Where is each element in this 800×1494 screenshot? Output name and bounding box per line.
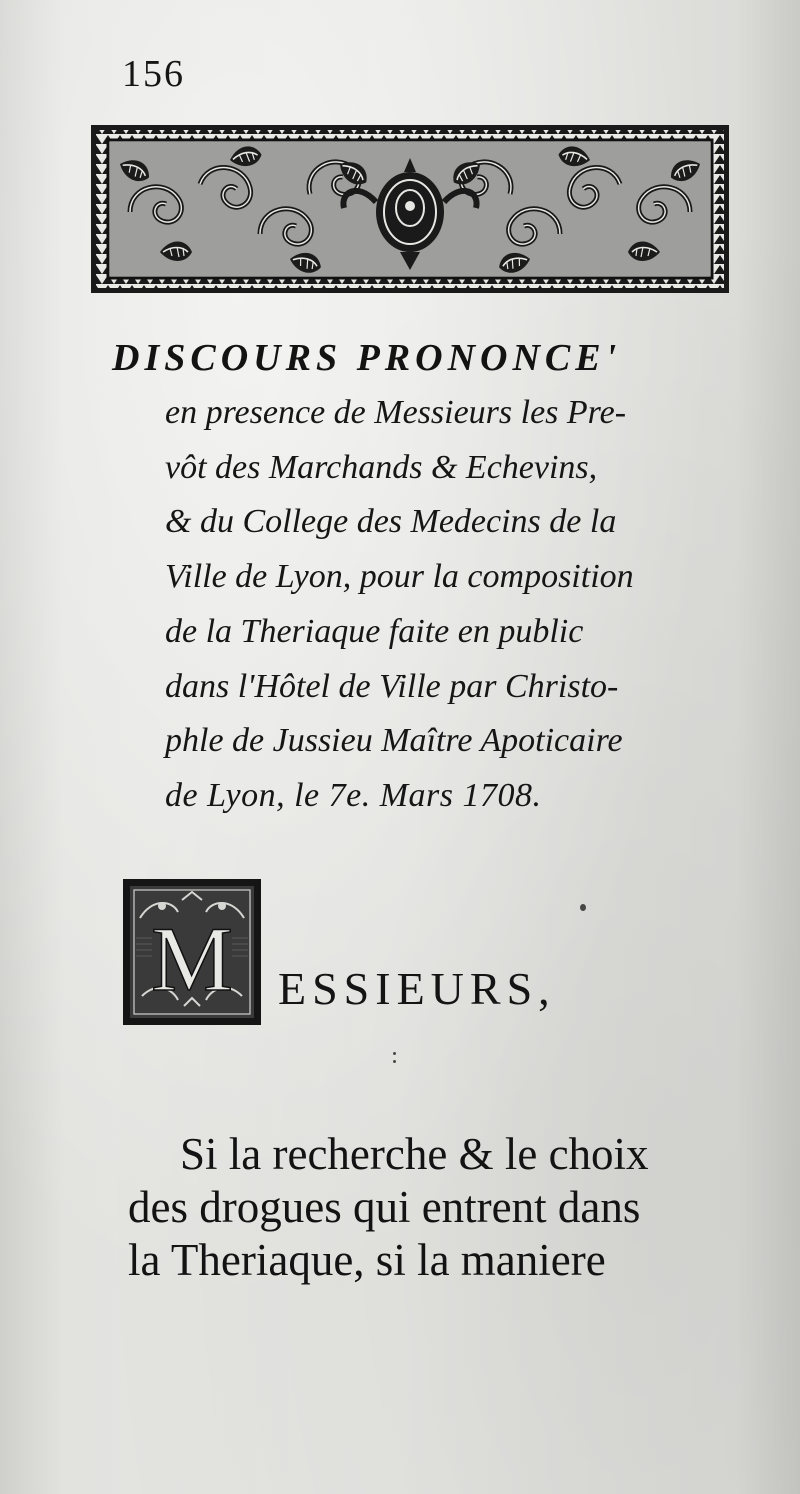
body-line: des drogues qui entrent dans [128, 1182, 641, 1232]
page-number: 156 [122, 53, 185, 95]
salutation: ESSIEURS, [278, 963, 556, 1014]
heading-line: vôt des Marchands & Echevins, [165, 448, 598, 486]
body-line: Si la recherche & le choix [180, 1129, 649, 1179]
drop-cap-letter: M [151, 908, 233, 1010]
body-paragraph [128, 1128, 718, 1287]
ink-speck [580, 904, 586, 911]
ink-speck [393, 1052, 396, 1055]
heading-line: & du College des Medecins de la [165, 503, 617, 541]
ornamental-headpiece [90, 124, 730, 294]
heading-line: de Lyon, le 7e. Mars 1708. [165, 776, 542, 814]
heading-title: DISCOURS PRONONCE' [112, 337, 622, 379]
heading-line: en presence de Messieurs les Pre- [165, 394, 627, 431]
heading-line: phle de Jussieu Maître Apoticaire [165, 722, 623, 760]
ink-speck [393, 1060, 396, 1063]
heading-line: Ville de Lyon, pour la composition [165, 558, 634, 596]
heading-line: de la Theriaque faite en public [165, 612, 584, 650]
discourse-heading [112, 330, 724, 824]
body-line: la Theriaque, si la maniere [128, 1235, 606, 1285]
ornamental-drop-cap [122, 878, 262, 1026]
heading-line: dans l'Hôtel de Ville par Christo- [165, 667, 619, 705]
